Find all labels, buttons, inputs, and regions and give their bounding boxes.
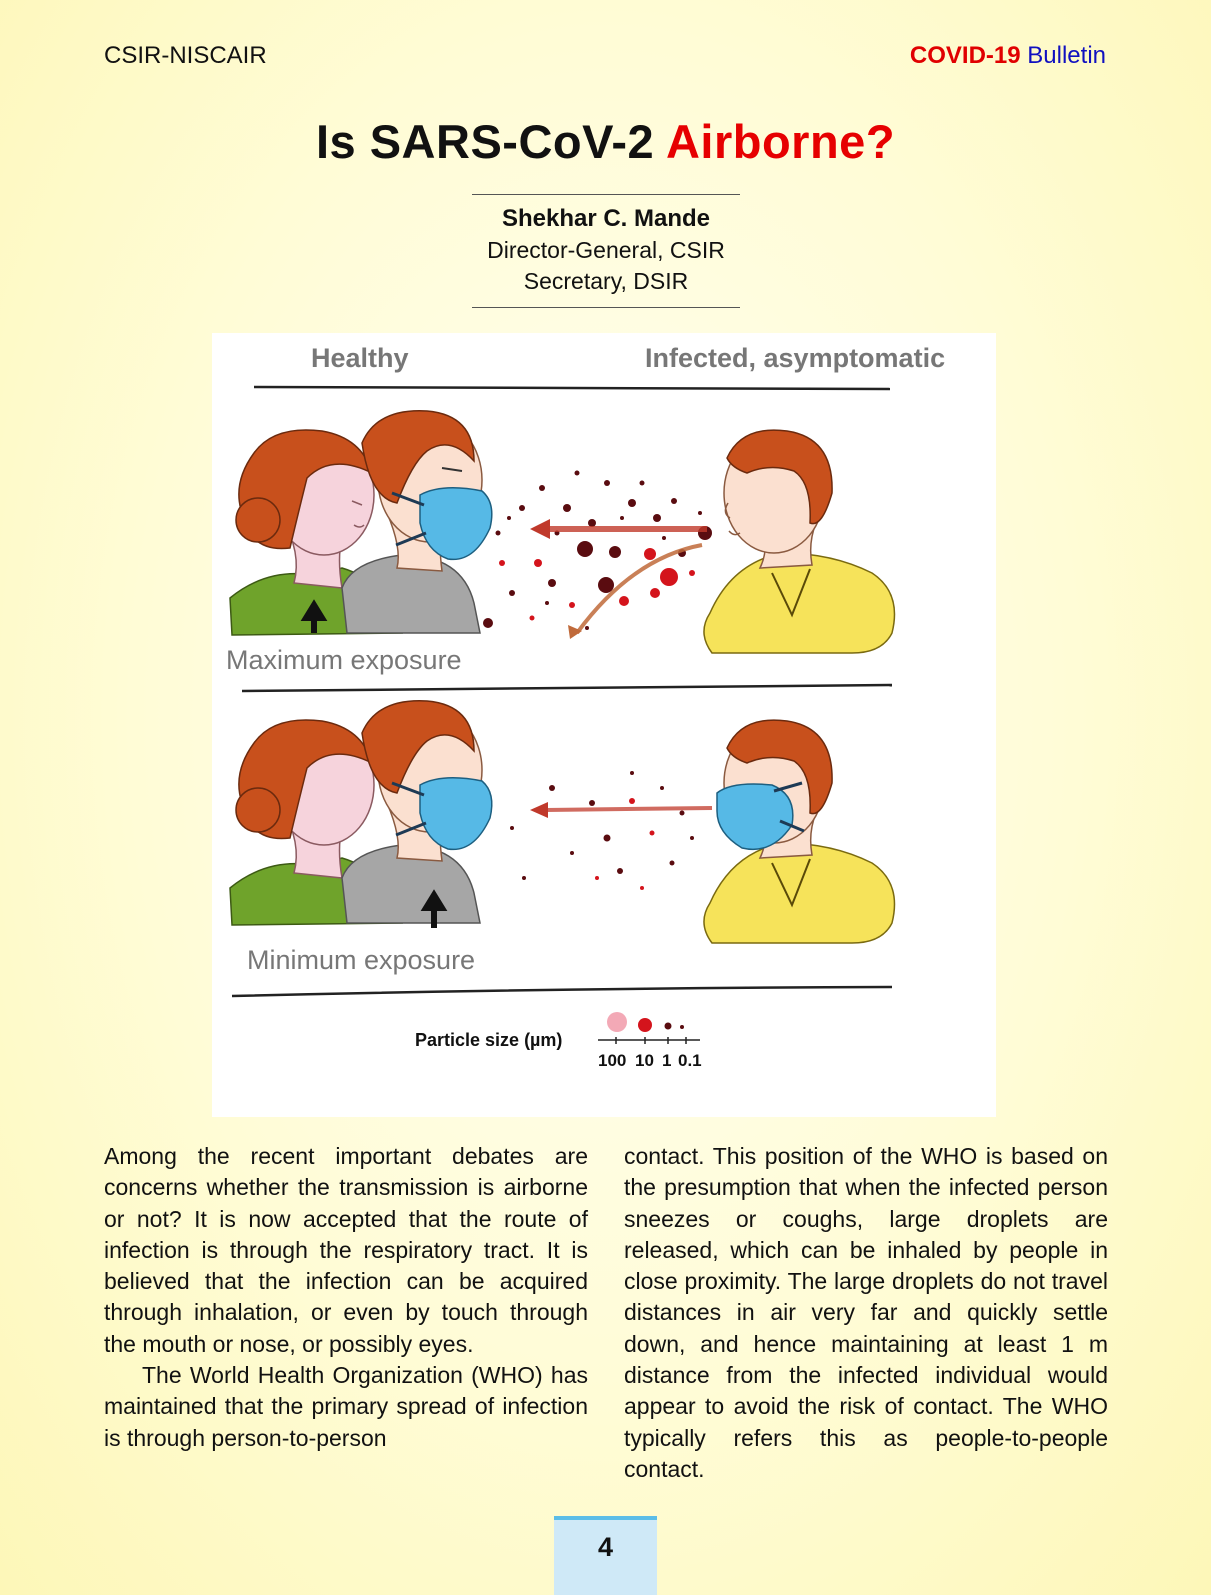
particle-size-legend	[415, 1012, 702, 1070]
header-bulletin-label: Bulletin	[1027, 42, 1106, 69]
paragraph-3: contact. This position of the WHO is based on the presumption that when the infected person sneezes or coughs, large droplets are released, which can be inhaled by people in close proximity. The large droplets do not travel distances in air very far and quickly settle down, and hence maintaining at least 1 m distance from the infected individual would appear to avoid the risk of contact. The WHO typically refers this as people-to-people contact.	[624, 1143, 1108, 1482]
legend-tick-1: 1	[662, 1051, 672, 1070]
paragraph-1: Among the recent important debates are concerns whether the transmission is airborne or not? It is now accepted that the route of infection is through the respiratory tract. It is believed that the infection can be acquired through inhalation, or even by touch through the mouth or nose, or possibly eyes.	[104, 1143, 588, 1357]
label-healthy: Healthy	[311, 343, 409, 373]
label-minimum-exposure: Minimum exposure	[247, 945, 476, 975]
author-top-rule	[472, 194, 740, 195]
article-title	[0, 114, 1211, 169]
legend-tick-100: 100	[598, 1051, 627, 1070]
title-main: Is SARS-CoV-2	[315, 115, 655, 168]
author-role-1: Director-General, CSIR	[487, 237, 725, 263]
header-publisher: CSIR-NISCAIR	[104, 42, 267, 69]
legend-particle-100	[607, 1012, 627, 1032]
infected-man-figure	[704, 430, 895, 653]
label-infected: Infected, asymptomatic	[645, 343, 946, 373]
title-highlight: Airborne?	[665, 115, 896, 168]
paragraph-2: The World Health Organization (WHO) has maintained that the primary spread of infection is through person-to-person	[104, 1362, 588, 1451]
airflow-arrow-2	[530, 802, 712, 818]
panel-maximum-exposure	[230, 411, 895, 653]
author-bottom-rule	[472, 307, 740, 308]
panel-minimum-exposure	[230, 701, 895, 943]
author-name: Shekhar C. Mande	[501, 205, 711, 232]
author-block	[472, 194, 740, 308]
legend-particle-10	[638, 1018, 652, 1032]
header-bulletin	[910, 42, 1106, 70]
body-column-left	[104, 1141, 588, 1454]
transmission-illustration	[212, 333, 996, 1117]
legend-tick-10: 10	[635, 1051, 654, 1070]
divider-middle	[242, 685, 892, 691]
airflow-arrows	[530, 519, 707, 639]
label-maximum-exposure: Maximum exposure	[226, 645, 462, 675]
divider-bottom	[232, 987, 892, 996]
legend-particle-0-1	[680, 1025, 684, 1029]
legend-title: Particle size (µm)	[415, 1030, 563, 1050]
infected-man-masked-figure	[704, 720, 895, 943]
legend-tick-0-1: 0.1	[678, 1051, 702, 1070]
divider-top	[254, 387, 890, 389]
author-role-2: Secretary, DSIR	[523, 268, 689, 294]
header-covid-label: COVID-19	[909, 42, 1021, 69]
body-column-right	[624, 1141, 1108, 1485]
legend-particle-1	[665, 1023, 672, 1030]
page-number: 4	[554, 1516, 657, 1595]
droplets-small	[510, 771, 694, 890]
